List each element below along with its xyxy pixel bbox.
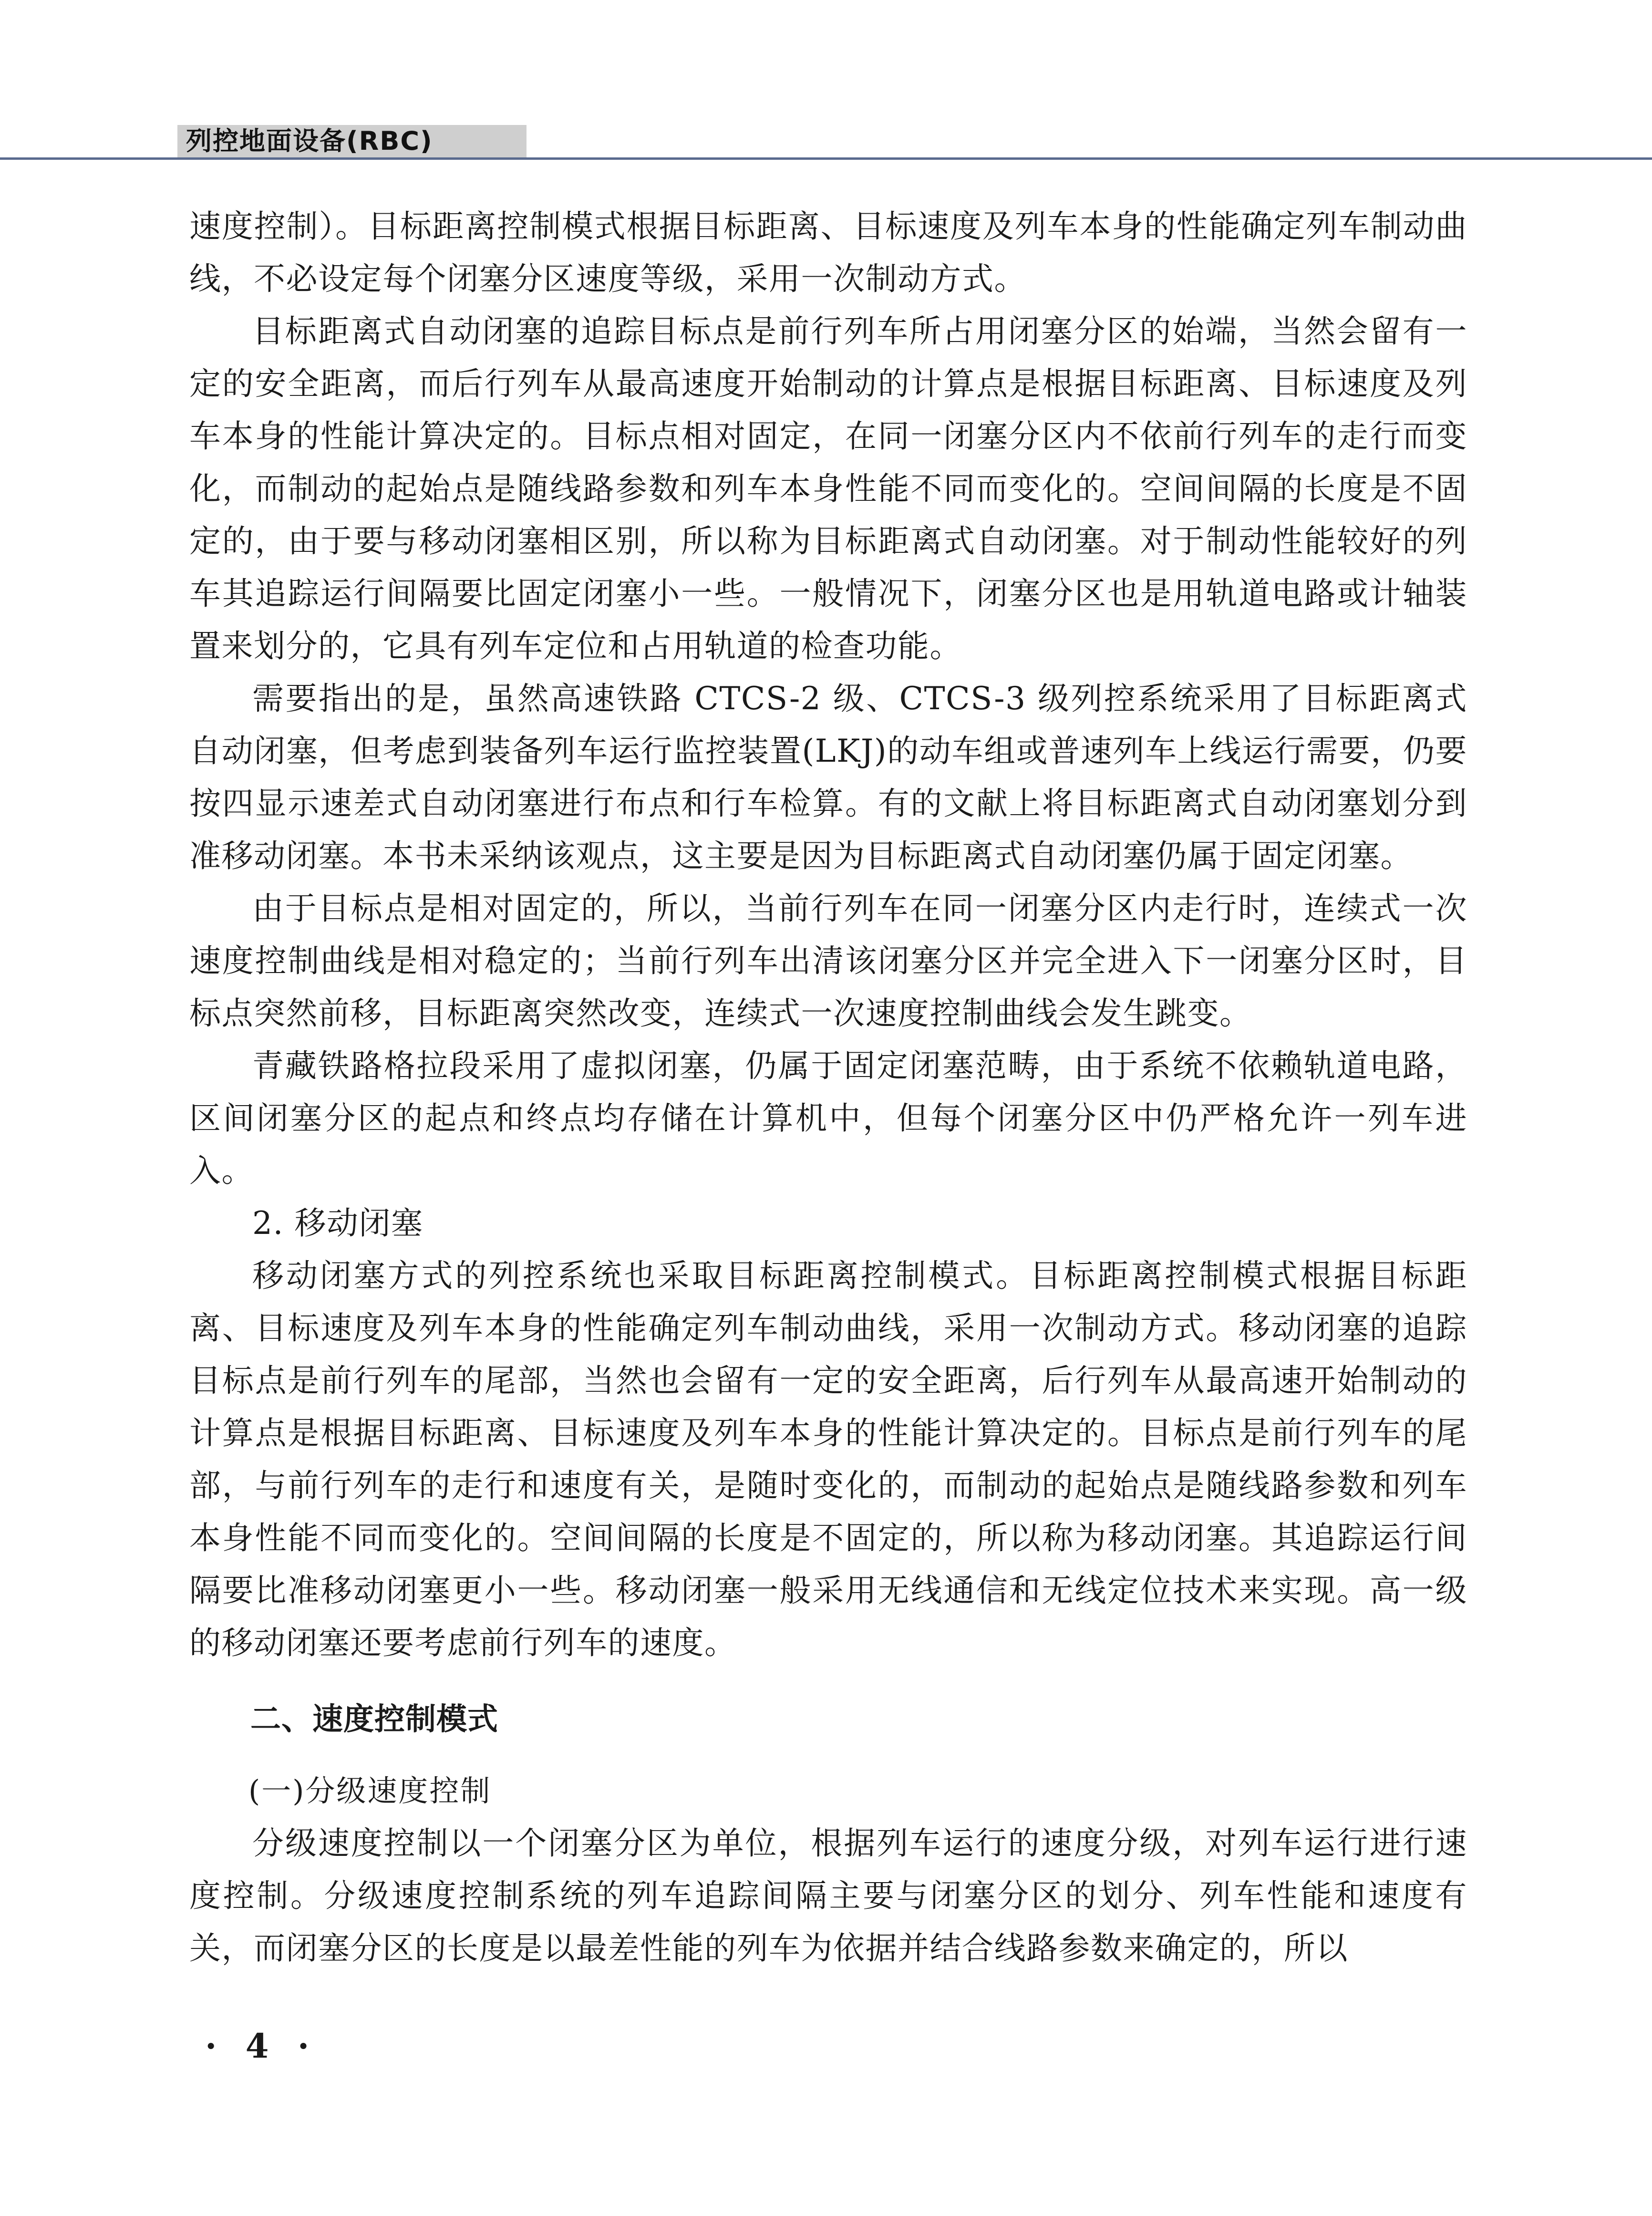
paragraph-target-point-shift: 由于目标点是相对固定的，所以，当前行列车在同一闭塞分区内走行时，连续式一次速度控制曲线是相对稳定的；当前行列车出清该闭塞分区并完全进入下一闭塞分区时，目标点突然前移，目标距离突然改变，连续式一次速度控制曲线会发生跳变。 bbox=[189, 890, 1467, 1032]
page-number: · 4 · bbox=[205, 2026, 318, 2066]
running-header-title: 列控地面设备(RBC) bbox=[186, 126, 433, 156]
paragraph-ctcs-note: 需要指出的是，虽然高速铁路 CTCS-2 级、CTCS-3 级列控系统采用了目标距离式自动闭塞，但考虑到装备列车运行监控装置(LKJ)的动车组或普速列车上线运行需要，仍要按四显示速差式自动闭塞进行布点和行车检算。有的文献上将目标距离式自动闭塞划分到准移动闭塞。本书未采纳该观点，这主要是因为目标距离式自动闭塞仍属于固定闭塞。 bbox=[189, 680, 1467, 874]
heading-moving-block: 2. 移动闭塞 bbox=[252, 1205, 423, 1242]
paragraph-continued: 速度控制）。目标距离控制模式根据目标距离、目标速度及列车本身的性能确定列车制动曲线，不必设定每个闭塞分区速度等级，采用一次制动方式。 bbox=[189, 208, 1467, 297]
section-heading-speed-control: 二、速度控制模式 bbox=[250, 1702, 498, 1737]
header-rule bbox=[0, 157, 1652, 160]
paragraph-step-speed-control: 分级速度控制以一个闭塞分区为单位，根据列车运行的速度分级，对列车运行进行速度控制。分级速度控制系统的列车追踪间隔主要与闭塞分区的划分、列车性能和速度有关，而闭塞分区的长度是以最差性能的列车为依据并结合线路参数来确定的，所以 bbox=[189, 1825, 1467, 1967]
paragraph-qinghai-tibet: 青藏铁路格拉段采用了虚拟闭塞，仍属于固定闭塞范畴，由于系统不依赖轨道电路，区间闭塞分区的起点和终点均存储在计算机中，但每个闭塞分区中仍严格允许一列车进入。 bbox=[189, 1047, 1467, 1189]
paragraph-moving-block: 移动闭塞方式的列控系统也采取目标距离控制模式。目标距离控制模式根据目标距离、目标速度及列车本身的性能确定列车制动曲线，采用一次制动方式。移动闭塞的追踪目标点是前行列车的尾部，当然也会留有一定的安全距离，后行列车从最高速开始制动的计算点是根据目标距离、目标速度及列车本身的性能计算决定的。目标点是前行列车的尾部，与前行列车的走行和速度有关，是随时变化的，而制动的起始点是随线路参数和列车本身性能不同而变化的。空间间隔的长度是不固定的，所以称为移动闭塞。其追踪运行间隔要比准移动闭塞更小一些。移动闭塞一般采用无线通信和无线定位技术来实现。高一级的移动闭塞还要考虑前行列车的速度。 bbox=[189, 1257, 1467, 1661]
paragraph-target-distance-block: 目标距离式自动闭塞的追踪目标点是前行列车所占用闭塞分区的始端，当然会留有一定的安全距离，而后行列车从最高速度开始制动的计算点是根据目标距离、目标速度及列车本身的性能计算决定的。目标点相对固定，在同一闭塞分区内不依前行列车的走行而变化，而制动的起始点是随线路参数和列车本身性能不同而变化的。空间间隔的长度是不固定的，由于要与移动闭塞相区别，所以称为目标距离式自动闭塞。对于制动性能较好的列车其追踪运行间隔要比固定闭塞小一些。一般情况下，闭塞分区也是用轨道电路或计轴装置来划分的，它具有列车定位和占用轨道的检查功能。 bbox=[189, 313, 1467, 664]
subsection-heading-step-speed: (一)分级速度控制 bbox=[248, 1773, 492, 1808]
body-text bbox=[189, 200, 1467, 1975]
